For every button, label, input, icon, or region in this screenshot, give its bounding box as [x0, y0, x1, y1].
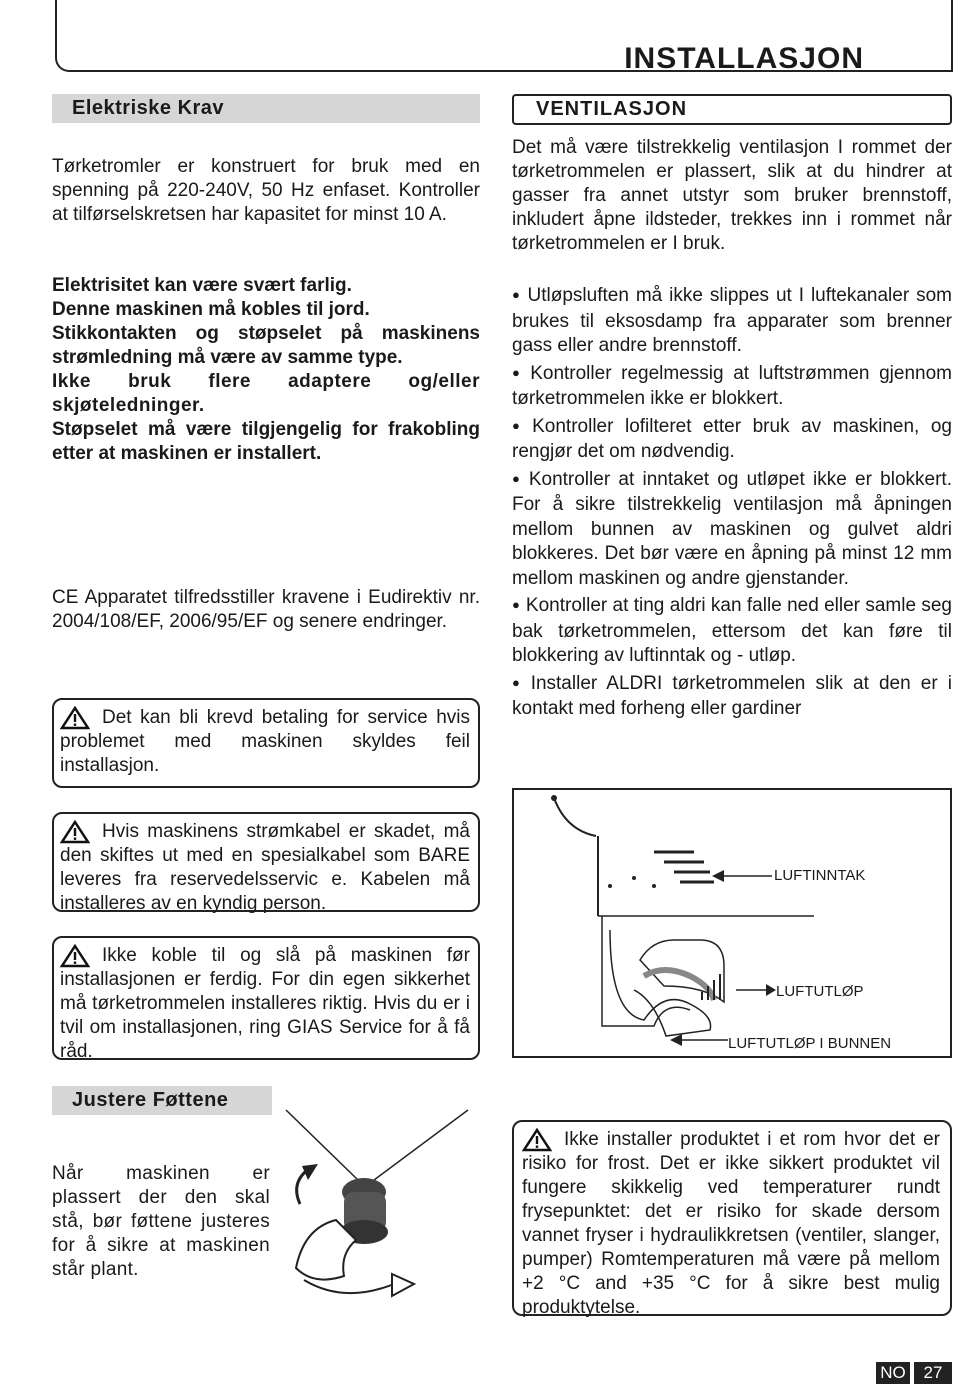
warning-triangle-icon — [60, 820, 90, 844]
warning-text-cable: Hvis maskinens strømkabel er skadet, må den skiftes ut med en spesialkabel som BARE leveres fra reservedelsservic e. Kabelen må installeres av en kyndig person. — [60, 821, 470, 914]
warning-text-service: Det kan bli krevd betaling for service hvis problemet med maskinen skyldes feil installasjon. — [60, 707, 470, 776]
language-badge: NO — [876, 1362, 910, 1384]
list-item: ● Kontroller regelmessig at luftstrømmen gjennom tørketrommelen ikke er blokkert. — [512, 362, 952, 412]
page-title: INSTALLASJON — [624, 42, 864, 75]
justere-text: Når maskinen er plassert der den skal stå, bør føttene justeres for å sikre at maskinen står plant. — [52, 1163, 270, 1280]
elektriske-krav-warnings — [52, 274, 480, 466]
list-item: ● Kontroller at inntaket og utløpet ikke er blokkert. For å sikre tilstrekkelig ventilasjon må åpningen mellom bunnen av maskinen og gulvet aldri blokkeres. Det bør være en åpning på minst 12 mm mellom maskinen og andre gjenstander. — [512, 468, 952, 592]
warning-line: Stikkontakten og støpselet på maskinens strømledning må være av samme type. — [52, 323, 480, 368]
warning-triangle-icon — [60, 706, 90, 730]
label-luftutlop: LUFTUTLØP — [776, 983, 864, 1000]
list-item: ● Kontroller at ting aldri kan falle ned eller samle seg bak tørketrommelen, ettersom det kan føre til blokkering av luftinntak og - utløp. — [512, 594, 952, 669]
warning-line: Elektrisitet kan være svært farlig. — [52, 275, 352, 296]
warning-box-cable — [52, 812, 480, 912]
warning-line: Denne maskinen må kobles til jord. — [52, 299, 370, 320]
warning-line: Støpselet må være tilgjengelig for frakobling etter at maskinen er installert. — [52, 419, 480, 464]
list-item: ● Installer ALDRI tørketrommelen slik at den er i kontakt med forheng eller gardiner — [512, 672, 952, 722]
section-heading-justere: Justere Føttene — [52, 1086, 272, 1115]
warning-box-frost — [512, 1120, 952, 1316]
section-heading-elektriske-krav: Elektriske Krav — [52, 94, 480, 123]
ce-text: CE Apparatet tilfredsstiller kravene i Eudirektiv nr. 2004/108/EF, 2006/95/EF og senere endringer. — [52, 587, 480, 632]
label-luftinntak: LUFTINNTAK — [774, 867, 866, 884]
warning-line: Ikke bruk flere adaptere og/eller skjøteledninger. — [52, 371, 480, 416]
page-number: 27 — [914, 1362, 952, 1384]
dryer-diagram-drawing — [514, 790, 950, 1056]
warning-text-connect: Ikke koble til og slå på maskinen før installasjonen er ferdig. For din egen sikkerhet må tørketrommelen installeres riktig. Hvis du er i tvil om installasjonen, ring GIAS Service for å få råd. — [60, 945, 470, 1062]
warning-triangle-icon — [522, 1128, 552, 1152]
warning-triangle-icon — [60, 944, 90, 968]
ventilation-diagram — [512, 788, 952, 1058]
ventilasjon-bullets — [512, 284, 952, 725]
label-luftutlop-bunnen: LUFTUTLØP I BUNNEN — [728, 1035, 892, 1052]
warning-box-connect — [52, 936, 480, 1060]
warning-box-service — [52, 698, 480, 788]
ventilasjon-intro: Det må være tilstrekkelig ventilasjon I rommet der tørketrommelen er plassert, slik at du hindrer at gasser fra annet utstyr som bruker brennstoff, inkludert åpne ildsteder, trekkes inn i rommet når tørketrommelen er I bruk. — [512, 137, 952, 254]
elektriske-krav-intro: Tørketromler er konstruert for bruk med en spenning på 220-240V, 50 Hz enfaset. Kontroller at tilførselskretsen har kapasitet for minst 10 A. — [52, 156, 480, 225]
list-item: ● Utløpsluften må ikke slippes ut I luftekanaler som brukes til eksosdamp fra apparater som brenner gass eller andre brennstoff. — [512, 284, 952, 359]
list-item: ● Kontroller lofilteret etter bruk av maskinen, og rengjør det om nødvendig. — [512, 415, 952, 465]
section-heading-ventilasjon: VENTILASJON — [512, 94, 952, 125]
warning-text-frost: Ikke installer produktet i et rom hvor det er risiko for frost. Det er ikke sikkert produktet vil fungere skikkelig ved temperaturer rundt frysepunktet: det er risiko for skade dersom vannet fryser i hydraulikkretsen (ventiler, slanger, pumper) Romtemperaturen må være på mellom +2 °C and +35 °C for å sikre best mulig produktytelse. — [522, 1129, 940, 1318]
foot-adjustment-illustration — [284, 1108, 470, 1304]
